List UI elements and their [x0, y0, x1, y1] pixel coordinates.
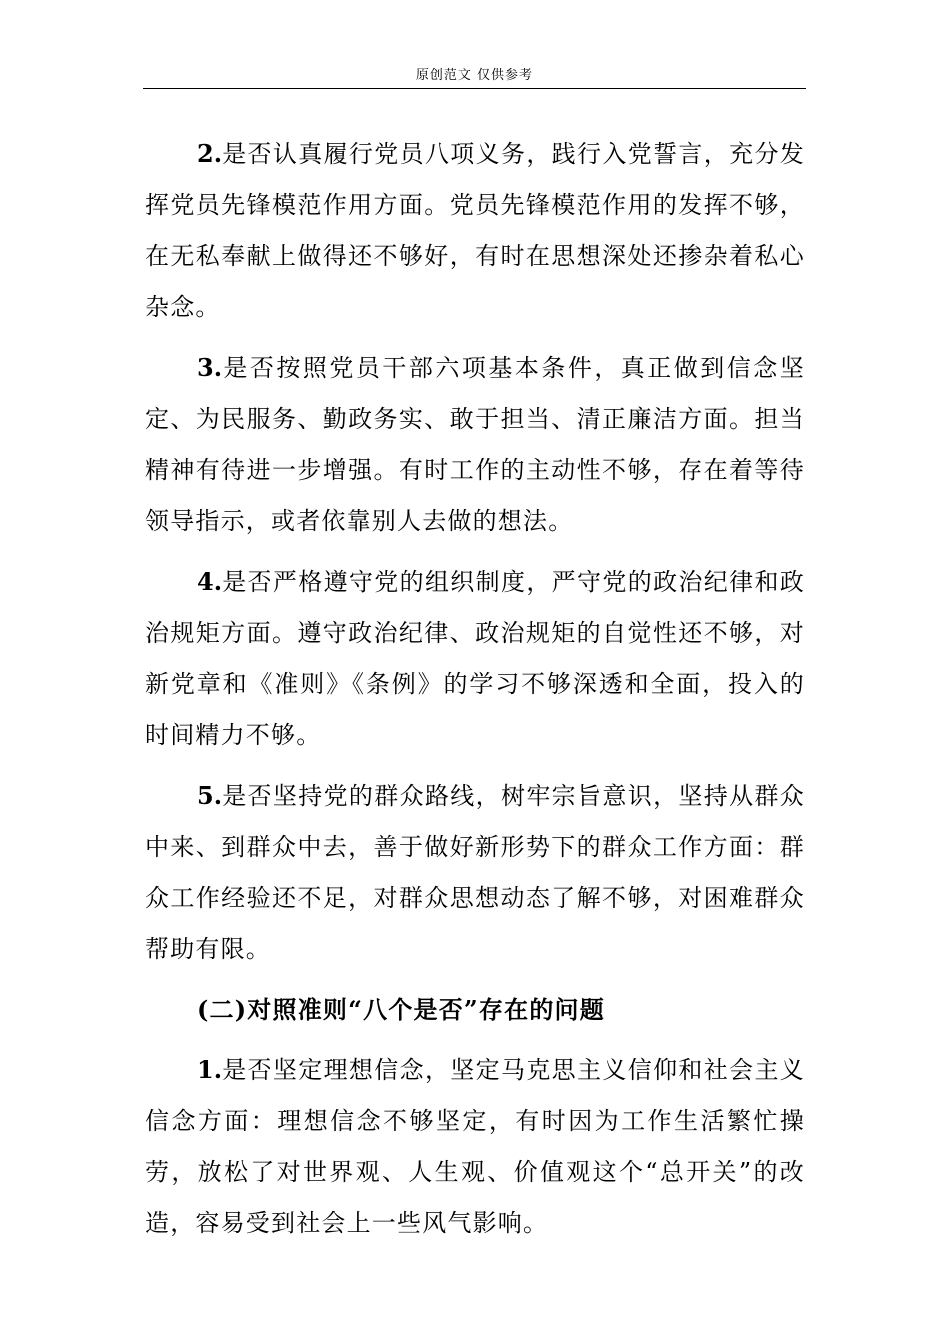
item-number: 1. — [197, 1055, 223, 1084]
section-heading: (二)对照准则“八个是否”存在的问题 — [197, 995, 605, 1024]
item-number: 5. — [197, 781, 223, 810]
paragraph-section-item-1 — [145, 1044, 805, 1249]
page-header — [143, 66, 806, 89]
item-number: 4. — [197, 567, 223, 596]
paragraph-item-3 — [145, 342, 805, 547]
item-text: 是否坚定理想信念，坚定马克思主义信仰和社会主义信念方面：理想信念不够坚定，有时因为工作生活繁忙操劳，放松了对世界观、人生观、价值观这个“总开关”的改造，容易受到社会上一些风气影响。 — [145, 1056, 805, 1237]
item-text: 是否坚持党的群众路线，树牢宗旨意识，坚持从群众中来、到群众中去，善于做好新形势下的群众工作方面：群众工作经验还不足，对群众思想动态了解不够，对困难群众帮助有限。 — [145, 782, 805, 963]
paragraph-item-5 — [145, 770, 805, 975]
item-text: 是否认真履行党员八项义务，践行入党誓言，充分发挥党员先锋模范作用方面。党员先锋模范作用的发挥不够，在无私奉献上做得还不够好，有时在思想深处还掺杂着私心杂念。 — [145, 140, 805, 321]
item-text: 是否按照党员干部六项基本条件，真正做到信念坚定、为民服务、勤政务实、敢于担当、清正廉洁方面。担当精神有待进一步增强。有时工作的主动性不够，存在着等待领导指示，或者依靠别人去做的想法。 — [145, 354, 805, 535]
item-text: 是否严格遵守党的组织制度，严守党的政治纪律和政治规矩方面。遵守政治纪律、政治规矩的自觉性还不够，对新党章和《准则》《条例》的学习不够深透和全面，投入的时间精力不够。 — [145, 568, 805, 749]
document-body — [145, 128, 805, 1258]
paragraph-item-2 — [145, 128, 805, 333]
item-number: 3. — [197, 353, 223, 382]
item-number: 2. — [197, 139, 223, 168]
header-text: 原创范文 仅供参考 — [415, 68, 534, 83]
paragraph-item-4 — [145, 556, 805, 761]
